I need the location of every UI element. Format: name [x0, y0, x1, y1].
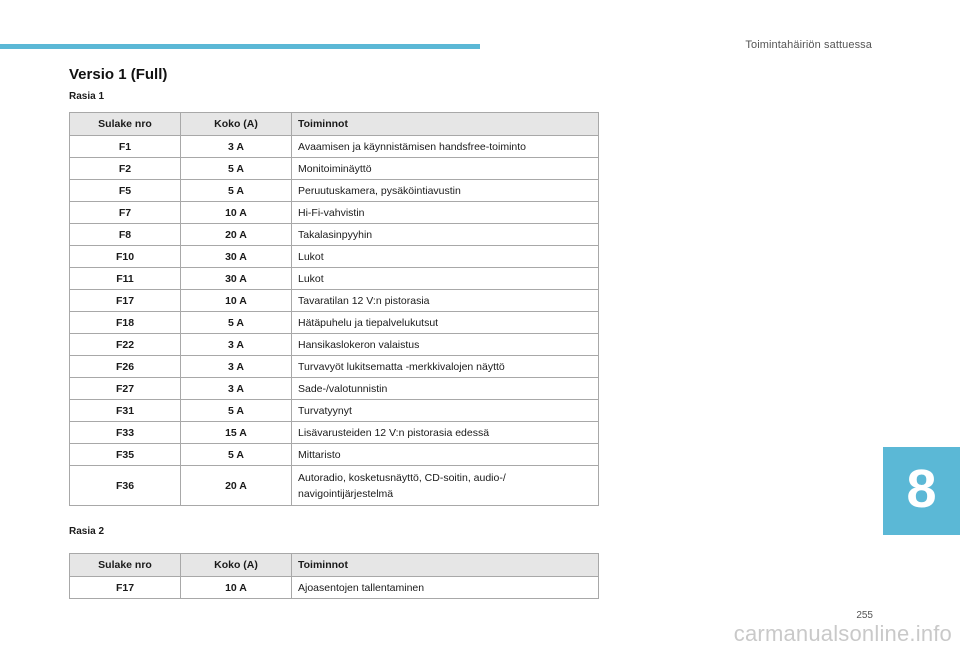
chapter-title: Toimintahäiriön sattuessa: [745, 39, 872, 51]
fuse-size-cell: 3 A: [181, 378, 292, 400]
box1-label: Rasia 1: [69, 91, 105, 102]
fuse-size-cell: 10 A: [181, 290, 292, 312]
fuse-number-cell: F8: [70, 224, 181, 246]
fuse-size-cell: 3 A: [181, 356, 292, 378]
table-row: [70, 158, 599, 180]
fuse-number-cell: F18: [70, 312, 181, 334]
table-header-row: [70, 113, 599, 136]
fuse-number-cell: F31: [70, 400, 181, 422]
top-accent-bar: [0, 44, 480, 49]
fuse-size-cell: 5 A: [181, 158, 292, 180]
fuse-number-cell: F17: [70, 577, 181, 599]
table-row: [70, 268, 599, 290]
box2-label: Rasia 2: [69, 526, 105, 537]
fuse-function-cell: Mittaristo: [292, 444, 599, 466]
fuse-size-cell: 5 A: [181, 312, 292, 334]
fuse-number-cell: F36: [70, 466, 181, 506]
fuse-size-cell: 10 A: [181, 202, 292, 224]
fuse-function-cell: Hi-Fi-vahvistin: [292, 202, 599, 224]
fuse-number-cell: F2: [70, 158, 181, 180]
table-row: [70, 290, 599, 312]
table-row: [70, 444, 599, 466]
fuse-function-cell: Takalasinpyyhin: [292, 224, 599, 246]
table-row: [70, 466, 599, 506]
fuse-number-cell: F27: [70, 378, 181, 400]
fuse-number-cell: F33: [70, 422, 181, 444]
fuse-number-cell: F22: [70, 334, 181, 356]
column-header-fuse: Sulake nro: [70, 554, 181, 577]
fuse-size-cell: 15 A: [181, 422, 292, 444]
table-row: [70, 224, 599, 246]
column-header-fuse: Sulake nro: [70, 113, 181, 136]
fuse-number-cell: F1: [70, 136, 181, 158]
column-header-size: Koko (A): [181, 113, 292, 136]
table-row: [70, 400, 599, 422]
fuse-function-cell: Monitoiminäyttö: [292, 158, 599, 180]
fuse-table-box2: [69, 553, 599, 599]
table-row: [70, 356, 599, 378]
fuse-table-box1: [69, 112, 599, 506]
fuse-size-cell: 10 A: [181, 577, 292, 599]
table-header-row: [70, 554, 599, 577]
chapter-number: 8: [906, 459, 937, 519]
fuse-number-cell: F35: [70, 444, 181, 466]
fuse-function-cell: Peruutuskamera, pysäköintiavustin: [292, 180, 599, 202]
fuse-function-cell: Tavaratilan 12 V:n pistorasia: [292, 290, 599, 312]
fuse-size-cell: 5 A: [181, 400, 292, 422]
table-row: [70, 180, 599, 202]
fuse-function-cell: Hansikaslokeron valaistus: [292, 334, 599, 356]
fuse-size-cell: 20 A: [181, 466, 292, 506]
fuse-number-cell: F7: [70, 202, 181, 224]
fuse-function-cell: Hätäpuhelu ja tiepalvelukutsut: [292, 312, 599, 334]
fuse-function-cell: Autoradio, kosketusnäyttö, CD-soitin, audio-/ navigointijärjestelmä: [292, 466, 599, 506]
fuse-function-cell: Lukot: [292, 268, 599, 290]
table-row: [70, 312, 599, 334]
table-row: [70, 246, 599, 268]
fuse-number-cell: F11: [70, 268, 181, 290]
chapter-tab: [883, 447, 960, 535]
table-row: [70, 136, 599, 158]
watermark: carmanualsonline.info: [733, 621, 952, 646]
fuse-size-cell: 3 A: [181, 136, 292, 158]
column-header-functions: Toiminnot: [292, 113, 599, 136]
fuse-number-cell: F17: [70, 290, 181, 312]
fuse-function-cell: Lukot: [292, 246, 599, 268]
fuse-function-cell: Sade-/valotunnistin: [292, 378, 599, 400]
column-header-size: Koko (A): [181, 554, 292, 577]
fuse-number-cell: F5: [70, 180, 181, 202]
fuse-function-cell: Turvavyöt lukitsematta -merkkivalojen näyttö: [292, 356, 599, 378]
fuse-size-cell: 3 A: [181, 334, 292, 356]
page-number: 255: [856, 610, 873, 621]
table-row: [70, 577, 599, 599]
fuse-size-cell: 20 A: [181, 224, 292, 246]
table-row: [70, 334, 599, 356]
table-row: [70, 422, 599, 444]
fuse-function-cell: Turvatyynyt: [292, 400, 599, 422]
fuse-number-cell: F10: [70, 246, 181, 268]
page-title: Versio 1 (Full): [69, 66, 168, 83]
fuse-function-cell: Avaamisen ja käynnistämisen handsfree-toiminto: [292, 136, 599, 158]
fuse-size-cell: 5 A: [181, 444, 292, 466]
table-row: [70, 378, 599, 400]
fuse-size-cell: 5 A: [181, 180, 292, 202]
table-row: [70, 202, 599, 224]
fuse-function-cell: Ajoasentojen tallentaminen: [292, 577, 599, 599]
fuse-size-cell: 30 A: [181, 246, 292, 268]
fuse-size-cell: 30 A: [181, 268, 292, 290]
column-header-functions: Toiminnot: [292, 554, 599, 577]
fuse-number-cell: F26: [70, 356, 181, 378]
fuse-function-cell: Lisävarusteiden 12 V:n pistorasia edessä: [292, 422, 599, 444]
